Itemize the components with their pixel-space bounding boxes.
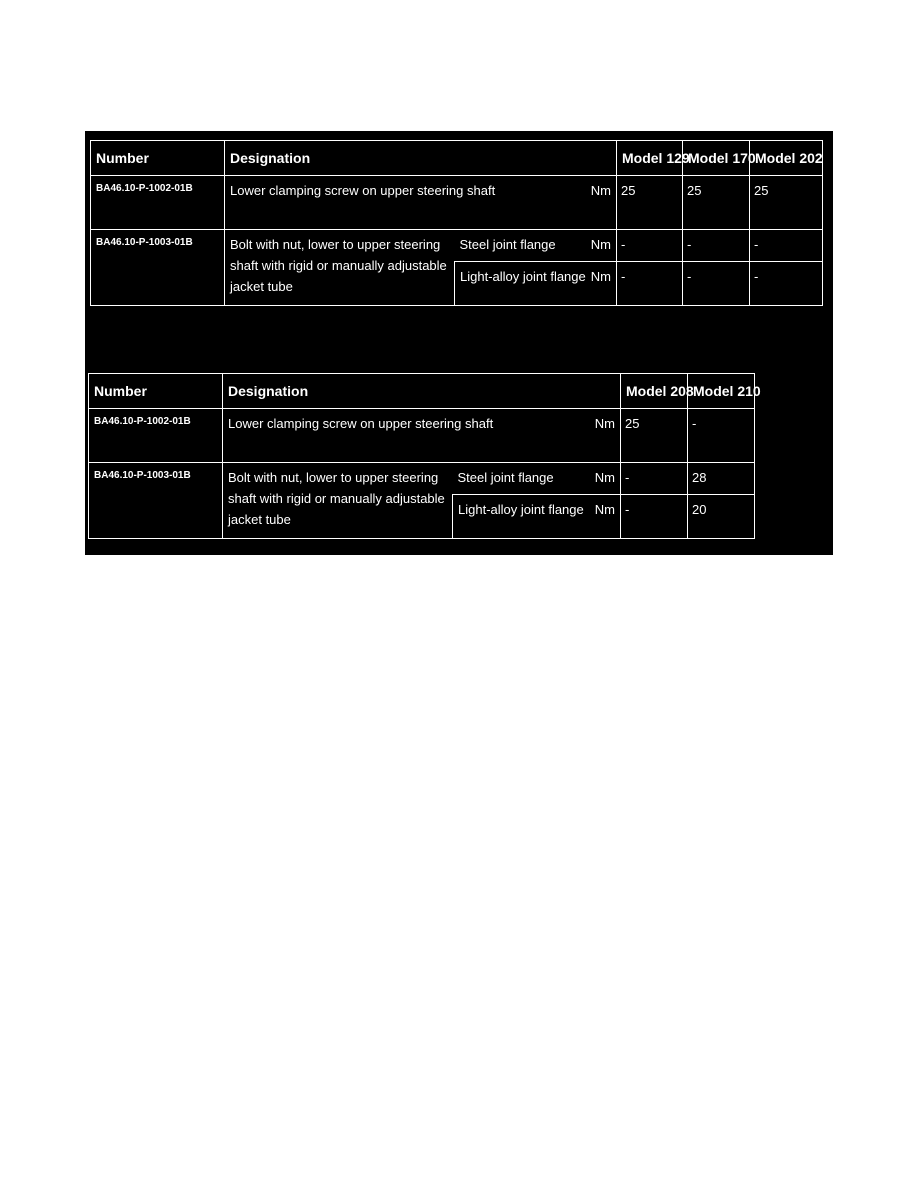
table-row	[89, 463, 755, 495]
row-designation: Lower clamping screw on upper steering shaft	[223, 409, 587, 463]
value-model-202: -	[750, 262, 823, 306]
row-unit: Nm	[586, 176, 617, 230]
header-number: Number	[89, 374, 223, 409]
torque-table-models-129-170-202	[90, 140, 823, 306]
row-designation: Bolt with nut, lower to upper steering shaft with rigid or manually adjustable jacket tube	[223, 463, 453, 539]
value-model-170: -	[683, 230, 750, 262]
value-model-170: -	[683, 262, 750, 306]
sub-row-unit: Nm	[587, 495, 621, 539]
torque-table-models-208-210	[88, 373, 761, 539]
sub-row-unit: Nm	[586, 230, 617, 262]
header-model-129: Model 129	[617, 141, 683, 176]
value-model-129: -	[617, 262, 683, 306]
header-model-210: Model 210	[688, 374, 755, 409]
sub-row-label-light-alloy: Light-alloy joint flange	[453, 495, 587, 539]
table-row	[89, 409, 755, 463]
header-designation: Designation	[225, 141, 617, 176]
header-model-202: Model 202	[750, 141, 823, 176]
sub-row-unit: Nm	[587, 463, 621, 495]
row-number: BA46.10-P-1002-01B	[89, 409, 223, 463]
header-model-208: Model 208	[621, 374, 688, 409]
value-model-202: 25	[750, 176, 823, 230]
header-model-170: Model 170	[683, 141, 750, 176]
value-model-170: 25	[683, 176, 750, 230]
value-model-210: -	[688, 409, 755, 463]
sub-row-label-steel: Steel joint flange	[453, 463, 587, 495]
row-number: BA46.10-P-1003-01B	[91, 230, 225, 306]
value-model-129: 25	[617, 176, 683, 230]
row-number: BA46.10-P-1003-01B	[89, 463, 223, 539]
value-model-210: 28	[688, 463, 755, 495]
table-row	[91, 230, 823, 262]
value-model-202: -	[750, 230, 823, 262]
sub-row-label-light-alloy: Light-alloy joint flange	[455, 262, 586, 306]
header-number: Number	[91, 141, 225, 176]
table-row	[91, 176, 823, 230]
value-model-210: 20	[688, 495, 755, 539]
sub-row-unit: Nm	[586, 262, 617, 306]
row-designation: Lower clamping screw on upper steering shaft	[225, 176, 586, 230]
header-designation: Designation	[223, 374, 621, 409]
value-model-208: 25	[621, 409, 688, 463]
row-number: BA46.10-P-1002-01B	[91, 176, 225, 230]
row-unit: Nm	[587, 409, 621, 463]
value-model-129: -	[617, 230, 683, 262]
row-designation: Bolt with nut, lower to upper steering shaft with rigid or manually adjustable jacket tube	[225, 230, 455, 306]
value-model-208: -	[621, 463, 688, 495]
sub-row-label-steel: Steel joint flange	[455, 230, 586, 262]
value-model-208: -	[621, 495, 688, 539]
